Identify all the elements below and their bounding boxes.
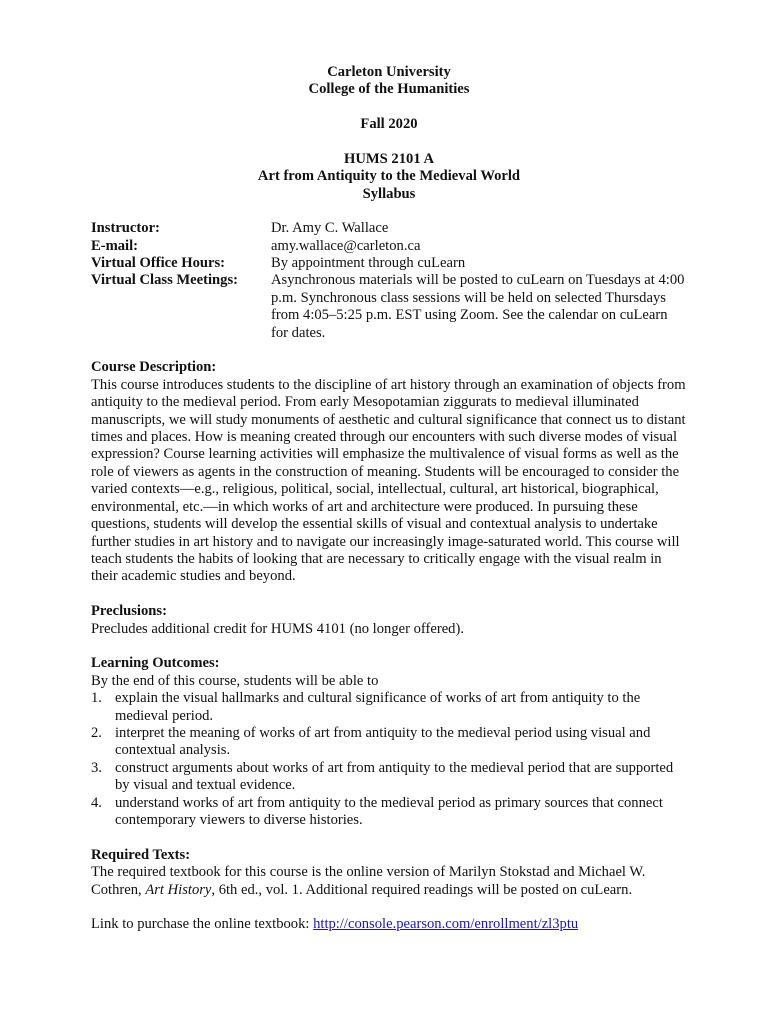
list-item-text: construct arguments about works of art from antiquity to the medieval period that are supported by visual and textual evidence. [115,759,674,794]
list-item-number: 3. [91,759,102,776]
email-value[interactable]: amy.wallace@carleton.ca [271,237,421,254]
college-name: College of the Humanities [308,81,470,98]
class-meetings-label: Virtual Class Meetings: [91,272,238,289]
textbook-link-prefix: Link to purchase the online textbook: [91,916,314,933]
class-meetings-value: Asynchronous materials will be posted to cuLearn on Tuesdays at 4:00 p.m. Synchronous class sessions will be held on selected Thursdays from 4:05–5:25 p.m. EST using Zoom. See the calendar on cuLearn for dates. [271,272,685,341]
course-description-body: This course introduces students to the discipline of art history through an examination of objects from antiquity to the medieval period. From early Mesopotamian ziggurats to medieval illuminated manuscripts, we will study monuments of aesthetic and cultural significance that connect us to distant times and places. How is meaning created through our encounters with such diverse modes of visual expression? Course learning activities will emphasize the multivalence of visual forms as well as the role of viewers as agents in the construction of meaning. Students will be encouraged to consider the varied contexts—e.g., religious, political, social, intellectual, cultural, art historical, biographical, environmental, etc.—in which works of art and architecture were produced. In pursuing these questions, students will develop the essential skills of visual and contextual analysis to undertake further studies in art history and to navigate our increasingly image-saturated world. This course will teach students the habits of looking that are necessary to critically engage with the visual realm in their academic studies and beyond. [91,376,686,585]
list-item [91,760,687,795]
book-title: Art History [145,881,212,898]
preclusions-body: Precludes additional credit for HUMS 4101 (no longer offered). [91,620,464,637]
university-name: Carleton University [327,64,451,80]
document-type: Syllabus [362,185,416,202]
email-row [91,238,687,255]
textbook-purchase-link[interactable]: http://console.pearson.com/enrollment/zl3ptu [313,916,579,933]
learning-outcomes-list [91,690,687,829]
list-item [91,690,687,725]
course-info-table [91,220,687,342]
required-texts-body-end: , 6th ed., vol. 1. Additional required readings will be posted on cuLearn. [211,881,633,898]
learning-outcomes-intro: By the end of this course, students will be able to [91,672,379,689]
preclusions-heading: Preclusions: [91,603,167,620]
office-hours-label: Virtual Office Hours: [91,255,226,272]
email-label: E-mail: [91,237,139,254]
list-item-text: interpret the meaning of works of art from antiquity to the medieval period using visual and contextual analysis. [115,724,651,759]
office-hours-row [91,255,687,272]
class-meetings-row [91,272,687,342]
office-hours-value: By appointment through cuLearn [271,255,466,272]
list-item-number: 4. [91,794,102,811]
term: Fall 2020 [360,116,418,133]
preclusions-section [91,603,687,638]
learning-outcomes-heading: Learning Outcomes: [91,655,220,672]
list-item [91,725,687,760]
course-description-heading: Course Description: [91,359,217,376]
instructor-label: Instructor: [91,220,160,237]
list-item-number: 1. [91,690,102,707]
instructor-value: Dr. Amy C. Wallace [271,220,389,237]
course-title: Art from Antiquity to the Medieval World [257,168,521,185]
course-code: HUMS 2101 A [344,151,434,167]
course-description-section [91,359,687,585]
required-texts-body [91,864,687,899]
syllabus-page [91,64,687,934]
textbook-link-line [91,916,687,933]
list-item-number: 2. [91,724,102,741]
required-texts-heading: Required Texts: [91,846,191,863]
learning-outcomes-section [91,655,687,829]
required-texts-body-start: The required textbook for this course is the online version of Marilyn Stokstad and Michael W. Cothren, [91,864,646,898]
list-item-text: understand works of art from antiquity to the medieval period as primary sources that connect contemporary viewers to diverse histories. [115,794,663,828]
instructor-row [91,220,687,237]
required-texts-section [91,847,687,934]
list-item-text: explain the visual hallmarks and cultural significance of works of art from antiquity to the medieval period. [115,690,641,724]
list-item [91,795,687,830]
